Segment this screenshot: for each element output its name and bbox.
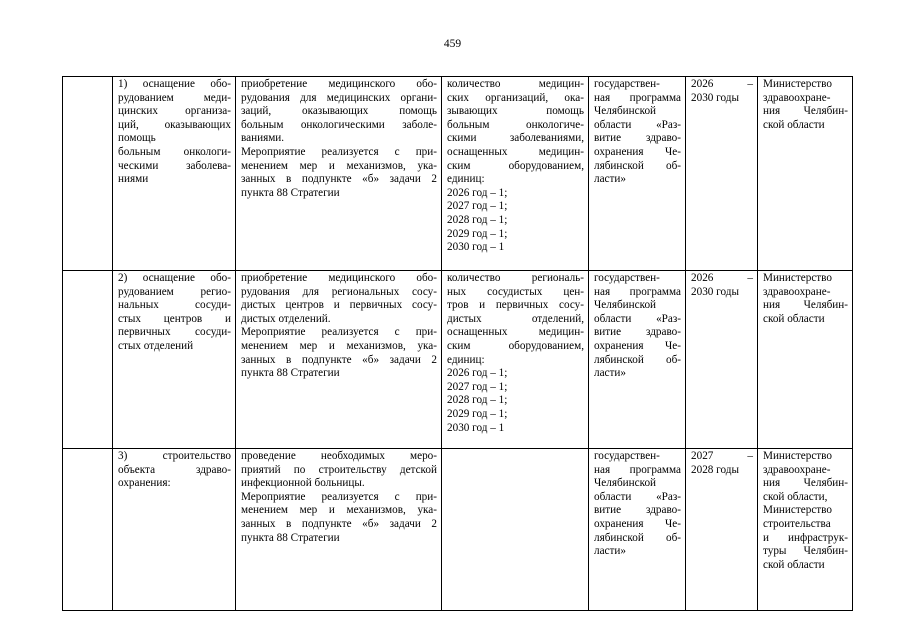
- indicator-line: ским оборудованием,: [447, 159, 584, 172]
- description-line: дистых центров и первичных сосу-: [241, 299, 437, 312]
- years-cell: [686, 271, 758, 449]
- indicator-line: 2030 год – 1: [447, 421, 505, 434]
- description-cell: [236, 77, 442, 271]
- measure-line: объекта здраво-: [118, 463, 231, 476]
- responsible-line: здравоохране-: [763, 285, 831, 298]
- description-line: приятий по строительству детской: [241, 463, 437, 476]
- description-line: приобретение медицинского обо-: [241, 272, 437, 284]
- program-line: ласти»: [594, 545, 626, 558]
- indicator-line: количество региональ-: [447, 272, 584, 284]
- responsible-line: Министерство: [763, 78, 832, 90]
- description-line: пункта 88 Стратегии: [241, 531, 340, 544]
- program-line: ная программа: [594, 463, 681, 476]
- program-line: витие здраво-: [594, 132, 681, 145]
- description-line: проведение необходимых меро-: [241, 450, 437, 462]
- description-line: Мероприятие реализуется с при-: [241, 145, 437, 158]
- program-line: витие здраво-: [594, 326, 681, 339]
- indicator-line: скими заболеваниями,: [447, 132, 584, 145]
- measure-line: охранения:: [118, 477, 171, 490]
- number-cell: [63, 271, 113, 449]
- years-dash: –: [747, 272, 753, 284]
- program-line: охранения Че-: [594, 145, 681, 158]
- program-line: Челябинской: [594, 299, 657, 312]
- responsible-line: ской области: [763, 118, 825, 131]
- description-line: больным онкологическими заболе-: [241, 118, 437, 131]
- responsible-cell: [758, 449, 853, 611]
- responsible-line: ния Челябин-: [763, 105, 848, 118]
- responsible-line: здравоохране-: [763, 463, 831, 476]
- description-line: дистых отделений.: [241, 312, 331, 325]
- years-start: 2026: [691, 272, 714, 284]
- measure-line: больным онкологи-: [118, 145, 231, 158]
- indicator-line: ским оборудованием,: [447, 339, 584, 352]
- indicator-line: количество медицин-: [447, 78, 584, 90]
- years-cell: [686, 449, 758, 611]
- program-cell: [589, 449, 686, 611]
- indicator-line: единиц:: [447, 353, 485, 366]
- measures-table: [62, 76, 853, 611]
- program-line: Челябинской: [594, 105, 657, 118]
- measure-line: стых отделений: [118, 339, 194, 352]
- description-cell: [236, 449, 442, 611]
- responsible-line: туры Челябин-: [763, 545, 848, 558]
- indicator-line: 2029 год – 1;: [447, 407, 508, 420]
- measure-line: стых центров и: [118, 312, 231, 325]
- program-line: охранения Че-: [594, 517, 681, 530]
- description-line: Мероприятие реализуется с при-: [241, 490, 437, 503]
- indicator-cell: [442, 449, 589, 611]
- indicator-line: оснащенных медицин-: [447, 145, 584, 158]
- indicator-line: больным онкологиче-: [447, 118, 584, 131]
- responsible-line: строительства: [763, 517, 831, 530]
- description-line: занных в подпункте «б» задачи 2: [241, 517, 437, 530]
- indicator-line: единиц:: [447, 173, 485, 186]
- responsible-line: ния Челябин-: [763, 299, 848, 312]
- description-line: Мероприятие реализуется с при-: [241, 326, 437, 339]
- table-row: [63, 77, 853, 271]
- program-line: витие здраво-: [594, 504, 681, 517]
- years-cell: [686, 77, 758, 271]
- measure-line: первичных сосуди-: [118, 326, 231, 339]
- measure-line: 2) оснащение обо-: [118, 272, 231, 284]
- program-line: области «Раз-: [594, 312, 681, 325]
- program-line: Челябинской: [594, 477, 657, 490]
- program-line: лябинской об-: [594, 353, 681, 366]
- page-number: 459: [443, 38, 462, 50]
- description-line: инфекционной больницы.: [241, 477, 365, 490]
- indicator-cell: [442, 77, 589, 271]
- program-line: государствен-: [594, 78, 660, 90]
- description-cell: [236, 271, 442, 449]
- measure-line: ческими заболева-: [118, 159, 231, 172]
- description-line: рудования для региональных сосу-: [241, 285, 437, 298]
- description-line: менением мер и механизмов, ука-: [241, 159, 437, 172]
- responsible-line: Министерство: [763, 504, 832, 517]
- number-cell: [63, 449, 113, 611]
- responsible-line: здравоохране-: [763, 91, 831, 104]
- indicator-line: 2029 год – 1;: [447, 227, 508, 240]
- description-line: рудования для медицинских органи-: [241, 91, 437, 104]
- years-end: 2030 годы: [691, 91, 739, 104]
- indicator-line: 2027 год – 1;: [447, 200, 508, 213]
- description-line: пункта 88 Стратегии: [241, 367, 340, 380]
- responsible-cell: [758, 77, 853, 271]
- responsible-line: ской области,: [763, 490, 828, 503]
- responsible-cell: [758, 271, 853, 449]
- years-dash: –: [747, 450, 753, 462]
- measure-line: ций, оказывающих: [118, 118, 231, 131]
- indicator-line: дистых отделений,: [447, 312, 584, 325]
- responsible-line: Министерство: [763, 450, 832, 462]
- program-line: охранения Че-: [594, 339, 681, 352]
- years-dash: –: [747, 78, 753, 90]
- description-line: приобретение медицинского обо-: [241, 78, 437, 90]
- description-line: пункта 88 Стратегии: [241, 186, 340, 199]
- indicator-line: оснащенных медицин-: [447, 326, 584, 339]
- measure-line: нальных сосуди-: [118, 299, 231, 312]
- description-line: менением мер и механизмов, ука-: [241, 504, 437, 517]
- measure-cell: [113, 271, 236, 449]
- description-line: менением мер и механизмов, ука-: [241, 339, 437, 352]
- measure-line: рудованием меди-: [118, 91, 231, 104]
- indicator-line: зывающих помощь: [447, 105, 584, 118]
- measure-cell: [113, 77, 236, 271]
- indicator-line: ских организаций, ока-: [447, 91, 584, 104]
- responsible-line: ния Челябин-: [763, 477, 848, 490]
- program-line: области «Раз-: [594, 118, 681, 131]
- measure-line: 3) строительство: [118, 450, 231, 462]
- responsible-line: ской области: [763, 558, 825, 571]
- indicator-line: тров и первичных сосу-: [447, 299, 584, 312]
- measure-cell: [113, 449, 236, 611]
- description-line: ваниями.: [241, 132, 285, 145]
- measure-line: помощь: [118, 132, 156, 145]
- indicator-cell: [442, 271, 589, 449]
- measure-line: 1) оснащение обо-: [118, 78, 231, 90]
- years-end: 2028 годы: [691, 463, 739, 476]
- number-cell: [63, 77, 113, 271]
- description-line: заций, оказывающих помощь: [241, 105, 437, 118]
- program-line: государствен-: [594, 272, 660, 284]
- years-start: 2027: [691, 450, 714, 462]
- years-end: 2030 годы: [691, 285, 739, 298]
- responsible-line: ской области: [763, 312, 825, 325]
- program-line: лябинской об-: [594, 531, 681, 544]
- program-line: ная программа: [594, 91, 681, 104]
- indicator-line: 2028 год – 1;: [447, 394, 508, 407]
- table-row: [63, 449, 853, 611]
- years-start: 2026: [691, 78, 714, 90]
- indicator-line: 2026 год – 1;: [447, 367, 508, 380]
- indicator-line: 2027 год – 1;: [447, 380, 508, 393]
- measure-line: рудованием регио-: [118, 285, 231, 298]
- indicator-line: 2030 год – 1: [447, 241, 505, 254]
- program-line: лябинской об-: [594, 159, 681, 172]
- program-cell: [589, 271, 686, 449]
- description-line: занных в подпункте «б» задачи 2: [241, 353, 437, 366]
- table-row: [63, 271, 853, 449]
- responsible-line: и инфраструк-: [763, 531, 848, 544]
- measure-line: ниями: [118, 173, 149, 186]
- indicator-line: ных сосудистых цен-: [447, 285, 584, 298]
- program-line: ная программа: [594, 285, 681, 298]
- program-line: ласти»: [594, 367, 626, 380]
- program-cell: [589, 77, 686, 271]
- measure-line: цинских организа-: [118, 105, 231, 118]
- program-line: области «Раз-: [594, 490, 681, 503]
- indicator-line: 2026 год – 1;: [447, 186, 508, 199]
- description-line: занных в подпункте «б» задачи 2: [241, 173, 437, 186]
- program-line: ласти»: [594, 173, 626, 186]
- indicator-line: 2028 год – 1;: [447, 213, 508, 226]
- responsible-line: Министерство: [763, 272, 832, 284]
- program-line: государствен-: [594, 450, 660, 462]
